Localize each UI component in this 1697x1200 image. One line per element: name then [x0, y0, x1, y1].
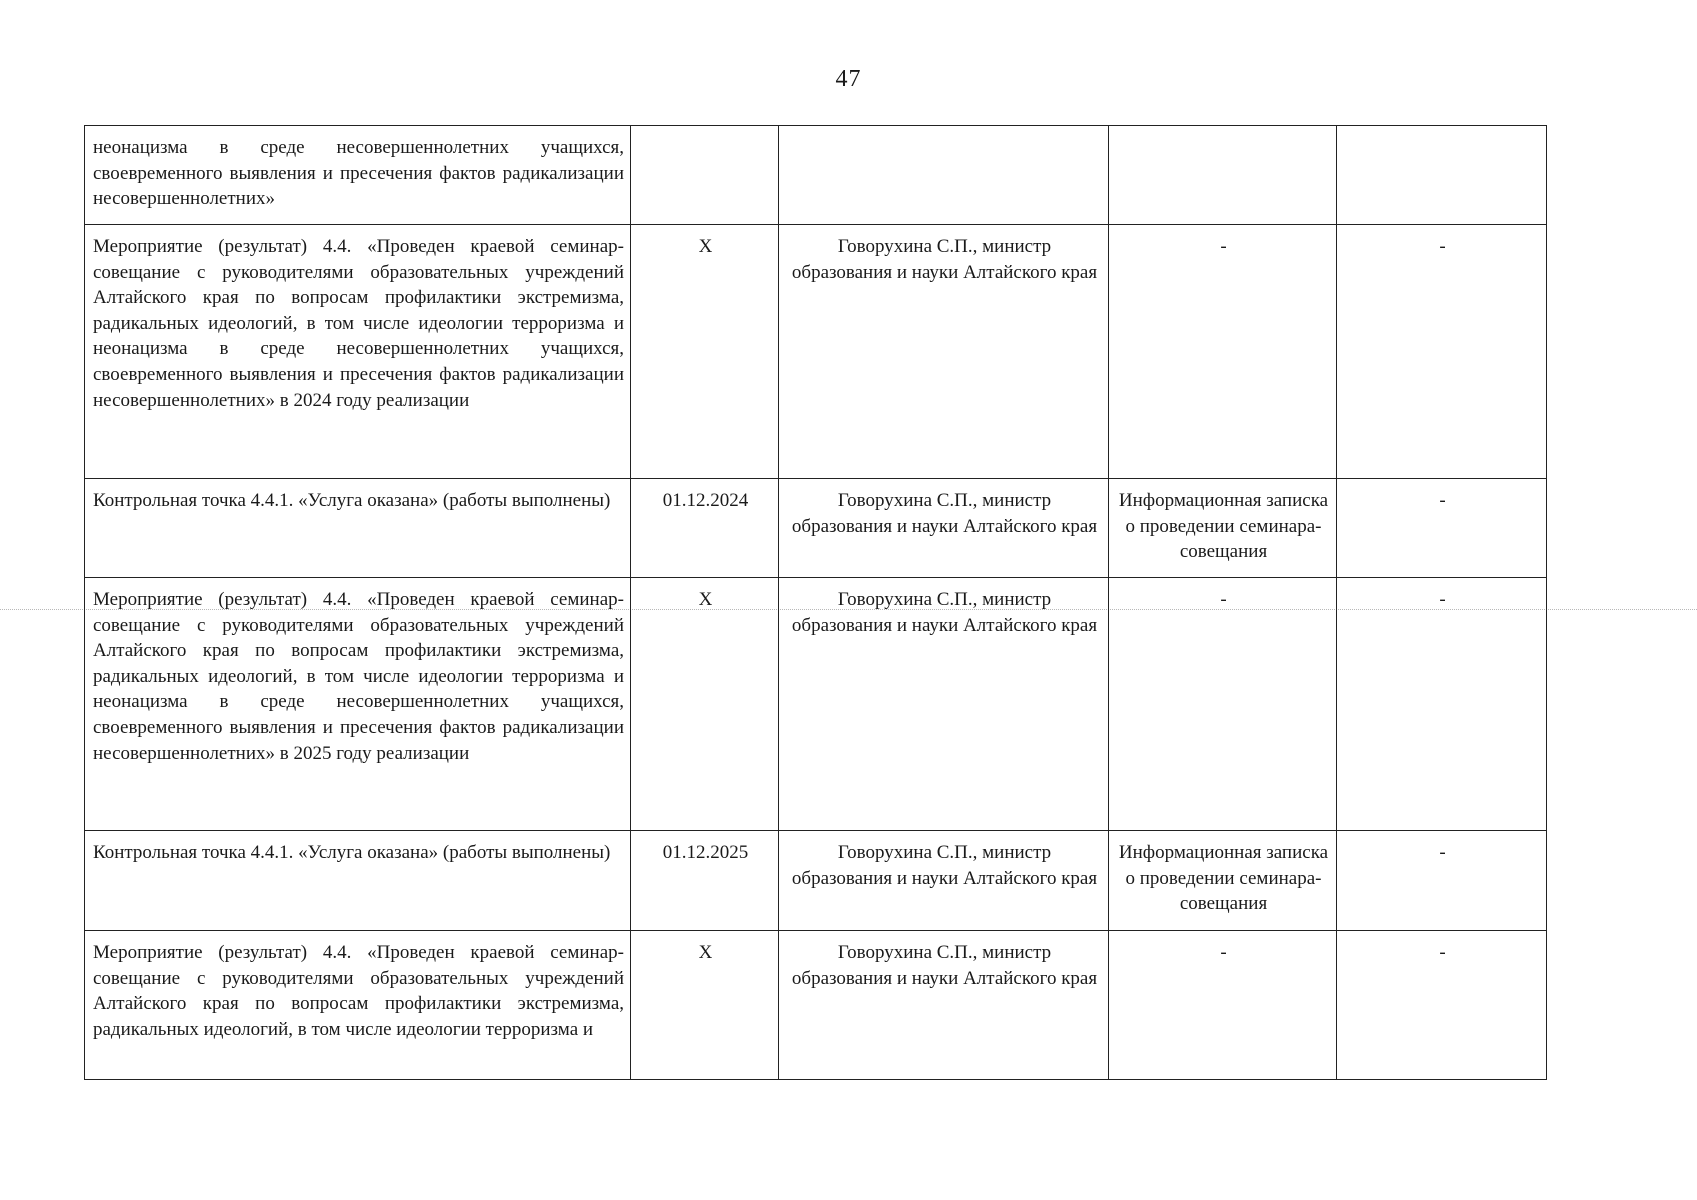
row-document: -	[1109, 578, 1337, 831]
table-row	[85, 578, 1547, 831]
row-date: 01.12.2024	[631, 479, 779, 578]
row-note: -	[1337, 931, 1547, 1080]
table-row	[85, 225, 1547, 479]
row-responsible: Говорухина С.П., министр образования и науки Алтайского края	[779, 479, 1109, 578]
row-date: X	[631, 225, 779, 479]
row-document: Информационная записка о проведении семинара-совещания	[1109, 831, 1337, 931]
row-document: -	[1109, 225, 1337, 479]
row-description: Мероприятие (результат) 4.4. «Проведен краевой семинар-совещание с руководителями образовательных учреждений Алтайского края по вопросам профилактики экстремизма, радикальных идеологий, в том числе идеологии терроризма и неонацизма в среде несовершеннолетних учащихся, своевременного выявления и пресечения фактов радикализации несовершеннолетних» в 2025 году реализации	[85, 578, 631, 831]
row-date: 01.12.2025	[631, 831, 779, 931]
row-responsible: Говорухина С.П., министр образования и науки Алтайского края	[779, 578, 1109, 831]
row-document	[1109, 126, 1337, 225]
table-row	[85, 831, 1547, 931]
plan-table	[84, 125, 1547, 1080]
row-description: Контрольная точка 4.4.1. «Услуга оказана» (работы выполнены)	[85, 479, 631, 578]
row-responsible: Говорухина С.П., министр образования и науки Алтайского края	[779, 931, 1109, 1080]
row-responsible: Говорухина С.П., министр образования и науки Алтайского края	[779, 831, 1109, 931]
row-description: Мероприятие (результат) 4.4. «Проведен краевой семинар-совещание с руководителями образовательных учреждений Алтайского края по вопросам профилактики экстремизма, радикальных идеологий, в том числе идеологии терроризма и неонацизма в среде несовершеннолетних учащихся, своевременного выявления и пресечения фактов радикализации несовершеннолетних» в 2024 году реализации	[85, 225, 631, 479]
row-note: -	[1337, 831, 1547, 931]
row-description: Контрольная точка 4.4.1. «Услуга оказана» (работы выполнены)	[85, 831, 631, 931]
table-row	[85, 126, 1547, 225]
row-responsible	[779, 126, 1109, 225]
row-description: Мероприятие (результат) 4.4. «Проведен краевой семинар-совещание с руководителями образовательных учреждений Алтайского края по вопросам профилактики экстремизма, радикальных идеологий, в том числе идеологии терроризма и	[85, 931, 631, 1080]
row-note: -	[1337, 479, 1547, 578]
row-document: -	[1109, 931, 1337, 1080]
row-responsible: Говорухина С.П., министр образования и науки Алтайского края	[779, 225, 1109, 479]
row-document: Информационная записка о проведении семинара-совещания	[1109, 479, 1337, 578]
row-date: X	[631, 578, 779, 831]
row-date: X	[631, 931, 779, 1080]
table-row	[85, 931, 1547, 1080]
row-date	[631, 126, 779, 225]
row-note: -	[1337, 225, 1547, 479]
row-description: неонацизма в среде несовершеннолетних учащихся, своевременного выявления и пресечения фактов радикализации несовершеннолетних»	[85, 126, 631, 225]
table-row	[85, 479, 1547, 578]
row-note: -	[1337, 578, 1547, 831]
row-note	[1337, 126, 1547, 225]
page-number: 47	[835, 66, 862, 92]
